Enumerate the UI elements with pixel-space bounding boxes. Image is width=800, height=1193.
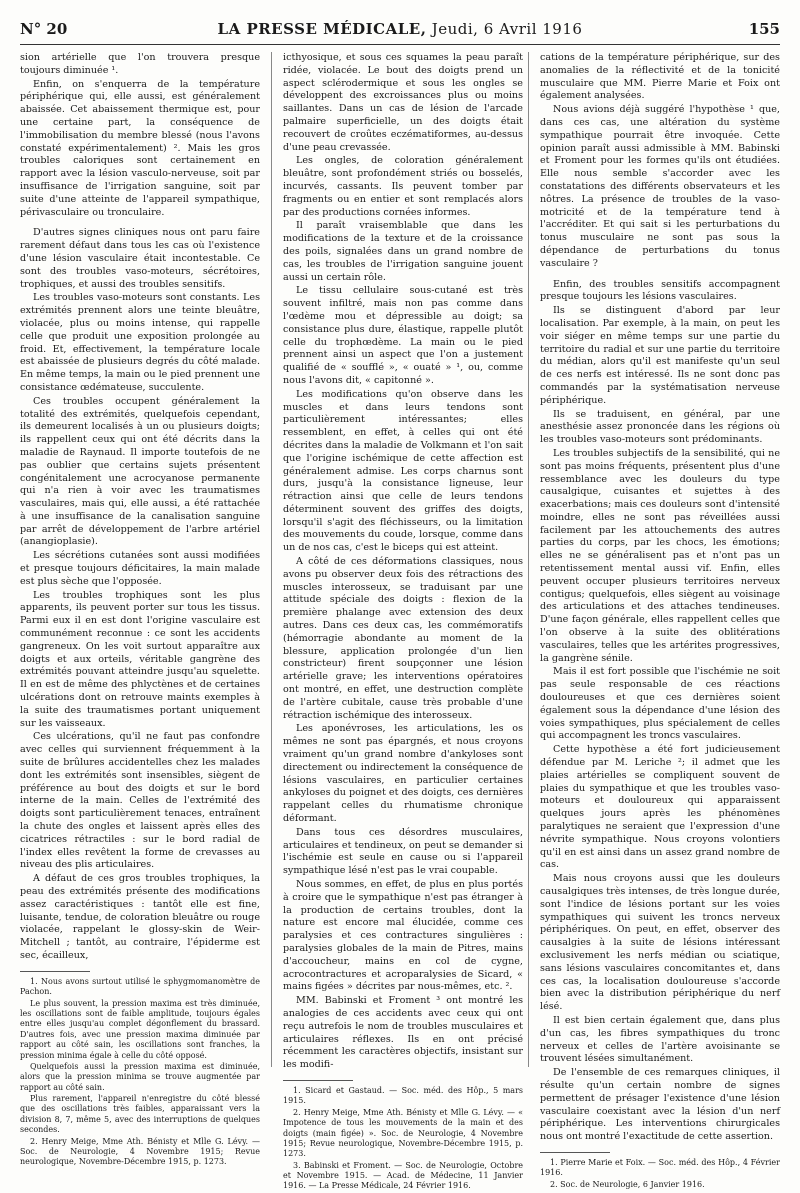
paragraph: MM. Babinski et Froment ³ ont montré les analogies de ces accidents avec ceux qui ont reçu autrefois le nom de troubles musculaires et articulaires réflexes. Ils en ont précisé récemment les caractères objectifs, insistant sur les modifi- xyxy=(283,995,523,1071)
column-3 xyxy=(540,52,780,1191)
paragraph: Cette hypothèse a été fort judicieusement défendue par M. Leriche ²; il admet que les plaies artérielles se compliquent souvent de plaies du sympathique et que les troubles vaso-moteurs et douloureux qui apparaissent quelques jours après les phénomènes paralytiques ne seraient que l'expression d'une névrite sympathique. Nous croyons volontiers qu'il en est ainsi dans un assez grand nombre de cas. xyxy=(540,744,780,871)
footnote: 1. Sicard et Gastaud. — Soc. méd. des Hôp., 5 mars 1915. xyxy=(283,1085,523,1106)
footnote: 3. Babinski et Froment. — Soc. de Neurologie, Octobre et Novembre 1915. — Acad. de Médecine, 11 Janvier 1916. — La Presse Médicale, 24 Février 1916. xyxy=(283,1160,523,1191)
paragraph: Enfin, des troubles sensitifs accompagnent presque toujours les lésions vasculaires. xyxy=(540,278,780,303)
footnote: 1. Pierre Marie et Foix. — Soc. méd. des Hôp., 4 Février 1916. xyxy=(540,1157,780,1178)
footnote: 2. Henry Meige, Mme Ath. Bénisty et Mlle G. Lévy. — Soc. de Neurologie, 4 Novembre 1915; Revue neurologique, Novembre-Décembre 1915, p. 1273. xyxy=(20,1136,260,1167)
footnote-rule xyxy=(20,971,90,972)
footnote-rule xyxy=(283,1080,353,1081)
journal-title: LA PRESSE MÉDICALE, xyxy=(217,20,427,38)
paragraph: icthyosique, et sous ces squames la peau paraît ridée, violacée. Le bout des doigts prend un aspect sclérodermique et sous les ongles se développent des excroissances plus ou moins saillantes. Dans un cas de lésion de l'arcade palmaire superficielle, un des doigts était recouvert de croûtes eczématiformes, au-dessus d'une peau crevassée. xyxy=(283,52,523,153)
footnote-rule xyxy=(540,1152,610,1153)
paragraph: Les troubles trophiques sont les plus apparents, ils peuvent porter sur tous les tissus. Parmi eux il en est dont l'origine vasculaire est communément reconnue : ce sont les accidents gangreneux. On les voit surtout apparaître aux doigts et aux orteils, véritable gangrène des extrémités pouvant atteindre jusqu'au squelette. Il en est de même des phlyctènes et de certaines ulcérations dont on retrouve maints exemples à la suite des traumatismes portant uniquement sur les vaisseaux. xyxy=(20,589,260,729)
paragraph: A défaut de ces gros troubles trophiques, la peau des extrémités présente des modifications assez caractéristiques : tantôt elle est fine, luisante, tendue, de coloration bleuâtre ou rouge violacée, rappelant le glossy-skin de Weir-Mitchell ; tantôt, au contraire, l'épiderme est sec, écailleux, xyxy=(20,873,260,961)
column-divider-2 xyxy=(528,52,529,1067)
footnote: 1. Nous avons surtout utilisé le sphygmomanomètre de Pachon. xyxy=(20,976,260,997)
paragraph: Nous avions déjà suggéré l'hypothèse ¹ que, dans ces cas, une altération du système sympathique pourrait être invoquée. Cette opinion paraît aussi admissible à MM. Babinski et Froment pour les formes qu'ils ont étudiées. Elle nous semble s'accorder avec les constatations des différents observateurs et les nôtres. La présence de troubles de la vaso-motricité et de la température tend à l'accréditer. Et qui sait si les perturbations du tonus musculaire ne sont pas sous la dépendance de perturbations du tonus vasculaire ? xyxy=(540,104,780,269)
issue-number: N° 20 xyxy=(20,20,68,38)
footnote: Plus rarement, l'appareil n'enregistre du côté blessé que des oscillations très faibles, apparaissant vers la division 8, 7, même 5, avec des interruptions de quelques secondes. xyxy=(20,1094,260,1135)
paragraph: Les troubles subjectifs de la sensibilité, qui ne sont pas moins fréquents, présentent plus d'une ressemblance avec les douleurs du type causalgique, cuisantes et sujettes à des exacerbations; mais ces douleurs sont d'intensité moindre, elles ne sont pas réveillées aussi facilement par les attouchements des autres parties du corps, par les chocs, les émotions; elles ne se généralisent pas et n'ont pas un retentissement mental aussi vif. Enfin, elles peuvent occuper plusieurs territoires nerveux contigus; quelquefois, elles siègent au voisinage des articulations et des attaches tendineuses. D'une façon générale, elles rappellent celles que l'on observe à la suite des oblitérations vasculaires, telles que les artérites progressives, la gangrène sénile. xyxy=(540,447,780,664)
paragraph: Ces troubles occupent généralement la totalité des extrémités, quelquefois cependant, ils demeurent localisés à un ou plusieurs doigts; ils rappellent ceux qui ont été décrits dans la maladie de Raynaud. Il importe toutefois de ne pas oublier que certains sujets présentent congénitalement une acrocyanose permanente qui n'a rien à voir avec les traumatismes vasculaires, mais qui, elle aussi, a été rattachée à une insuffisance de la canalisation sanguine par arrêt de développement de l'arbre artériel (anangioplasie). xyxy=(20,395,260,548)
footnote: Le plus souvent, la pression maxima est très diminuée, les oscillations sont de faible amplitude, toujours égales entre elles jusqu'au complet dégonflement du brassard. D'autres fois, avec une pression maxima diminuée par rapport au côté sain, les oscillations sont franches, la pression minima égale à celle du côté opposé. xyxy=(20,998,260,1060)
paragraph: Les aponévroses, les articulations, les os mêmes ne sont pas épargnés, et nous croyons vraiment qu'un grand nombre d'ankyloses sont directement ou indirectement la conséquence de lésions vasculaires, en particulier certaines ankyloses du poignet et des doigts, ces dernières rappelant celles du rhumatisme chronique déformant. xyxy=(283,723,523,825)
paragraph: Le tissu cellulaire sous-cutané est très souvent infiltré, mais non pas comme dans l'œdème mou et dépressible au doigt; sa consistance plus dure, élastique, rappelle plutôt celle du trophœdème. La main ou le pied prennent ainsi un aspect que l'on a justement qualifié de « soufflé », « ouaté » ¹, ou, comme nous l'avons dit, « capitonné ». xyxy=(283,285,523,386)
paragraph: Dans tous ces désordres musculaires, articulaires et tendineux, on peut se demander si l'ischémie est seule en cause ou si l'appareil sympathique lésé n'est pas le vrai coupable. xyxy=(283,826,523,877)
column-2 xyxy=(283,52,523,1193)
footnote: 2. Henry Meige, Mme Ath. Bénisty et Mlle G. Lévy. — « Impotence de tous les mouvements de la main et des doigts (main figée) ». Soc. de Neurologie, 4 Novembre 1915; Revue neurologique, Novembre-Décembre 1915, p. 1273. xyxy=(283,1107,523,1159)
column-divider-1 xyxy=(271,52,272,1067)
paragraph: De l'ensemble de ces remarques cliniques, il résulte qu'un certain nombre de signes permettent de présager l'existence d'une lésion vasculaire coexistant avec la lésion d'un nerf périphérique. Les interventions chirurgicales nous ont montré l'exactitude de cette assertion. xyxy=(540,1067,780,1143)
column-1 xyxy=(20,52,260,1169)
journal-masthead xyxy=(20,20,780,38)
paragraph: Les troubles vaso-moteurs sont constants. Les extrémités prennent alors une teinte bleuâtre, violacée, plus ou moins intense, qui rappelle celle que produit une exposition prolongée au froid. Et, effectivement, la température locale est abaissée de plusieurs degrés du côté malade. En même temps, la main ou le pied prennent une consistance œdémateuse, succulente. xyxy=(20,292,261,393)
paragraph: cations de la température périphérique, sur des anomalies de la réflectivité et de la tonicité musculaire que MM. Pierre Marie et Foix ont également analysées. xyxy=(540,52,780,102)
paragraph: Les ongles, de coloration généralement bleuâtre, sont profondément striés ou bosselés, incurvés, cassants. Ils peuvent tomber par fragments ou en entier et sont remplacés alors par des productions cornées informes. xyxy=(283,155,523,218)
header-rule xyxy=(20,44,780,45)
paragraph: Ces ulcérations, qu'il ne faut pas confondre avec celles qui surviennent fréquemment à la suite de brûlures accidentelles chez les malades dont les extrémités sont insensibles, siègent de préférence au bout des doigts et sur le bord interne de la main. Celles de l'extrémité des doigts sont particulièrement tenaces, entraînent la chute des ongles et laissent après elles des cicatrices rétractiles : sur le bord radial de l'index elles revêtent la forme de crevasses au niveau des plis articulaires. xyxy=(20,731,260,871)
paragraph: A côté de ces déformations classiques, nous avons pu observer deux fois des rétractions des muscles interosseux, se traduisant par une attitude spéciale des doigts : flexion de la première phalange avec extension des deux autres. Dans ces deux cas, les commémoratifs (hémorragie abondante au moment de la blessure, application prolongée d'un lien constricteur) firent soupçonner une lésion artérielle grave; les interventions opératoires ont montré, en effet, une destruction complète de l'artère cubitale, cause très probable d'une rétraction ischémique des interosseux. xyxy=(283,556,523,721)
paragraph: Il paraît vraisemblable que dans les modifications de la texture et de la croissance des poils, signalées dans un grand nombre de cas, les troubles de l'irrigation sanguine jouent aussi un certain rôle. xyxy=(283,220,523,283)
paragraph: sion artérielle que l'on trouvera presque toujours diminuée ¹. xyxy=(20,52,260,76)
footnote: 2. Soc. de Neurologie, 6 Janvier 1916. xyxy=(550,1179,705,1189)
paragraph: Ils se traduisent, en général, par une anesthésie assez prononcée dans les régions où les troubles vaso-moteurs sont prédominants. xyxy=(540,408,780,446)
paragraph: Les sécrétions cutanées sont aussi modifiées et presque toujours déficitaires, la main malade est plus sèche que l'opposée. xyxy=(20,550,260,587)
paragraph: Mais il est fort possible que l'ischémie ne soit pas seule responsable de ces réactions douloureuses et que ces dernières soient également sous la dépendance d'une lésion des voies sympathiques, plus spécialement de celles qui accompagnent les troncs vasculaires. xyxy=(540,666,780,742)
page-header xyxy=(20,20,780,42)
paragraph: Les modifications qu'on observe dans les muscles et dans leurs tendons sont particulièrement intéressantes; elles ressemblent, en effet, à celles qui ont été décrites dans la maladie de Volkmann et l'on sait que l'origine ischémique de cette affection est généralement admise. Les corps charnus sont durs, jusqu'à la consistance ligneuse, leur rétraction ainsi que celle de leurs tendons déterminent souvent des griffes des doigts, lorsqu'il s'agit des fléchisseurs, ou la limitation des mouvements du coude, lorsque, comme dans un de nos cas, c'est le biceps qui est atteint. xyxy=(283,388,523,554)
paragraph: Mais nous croyons aussi que les douleurs causalgiques très intenses, de très longue durée, sont l'indice de lésions portant sur les voies sympathiques qui suivent les troncs nerveux périphériques. On peut, en effet, observer des causalgies à la suite de lésions intéressant exclusivement les nerfs médian ou sciatique, sans lésions vasculaires concomitantes et, dans ces cas, la localisation douloureuse s'accorde bien avec la distribution périphérique du nerf lésé. xyxy=(540,873,780,1013)
issue-date: Jeudi, 6 Avril 1916 xyxy=(431,20,583,38)
paragraph: Nous sommes, en effet, de plus en plus portés à croire que le sympathique n'est pas étranger à la production de certains troubles, dont la nature est encore mal élucidée, comme ces paralysies et ces contractures singulières : paralysies globales de la main de Pitres, mains d'accoucheur, mains en col de cygne, acrocontractures et acroparalysies de Sicard, « mains figées » décrites par nous-mêmes, etc. ². xyxy=(283,879,523,993)
paragraph: Il est bien certain également que, dans plus d'un cas, les fibres sympathiques du tronc nerveux et celles de l'artère avoisinante se trouvent lésées simultanément. xyxy=(540,1014,780,1065)
paragraph: D'autres signes cliniques nous ont paru faire rarement défaut dans tous les cas où l'existence d'une lésion vasculaire était incontestable. Ce sont des troubles vaso-moteurs, sécrétoires, trophiques, et aussi des troubles sensitifs. xyxy=(20,227,260,290)
paragraph: Ils se distinguent d'abord par leur localisation. Par exemple, à la main, on peut les voir siéger en même temps sur une partie du territoire du radial et sur une partie du territoire du médian, alors qu'il est manifeste qu'un seul de ces nerfs est intéressé. Ils ne sont donc pas commandés par la systématisation nerveuse périphérique. xyxy=(540,305,780,406)
paragraph: Enfin, on s'enquerra de la température périphérique qui, elle aussi, est généralement abaissée. Cet abaissement thermique est, pour une certaine part, la conséquence de l'immobilisation du membre blessé (nous l'avons constaté expérimentalement) ². Mais les gros troubles caloriques sont certainement en rapport avec la lésion vasculo-nerveuse, soit par insuffisance de l'irrigation sanguine, soit par suite d'une atteinte de l'appareil sympathique, périvasculaire ou tronculaire. xyxy=(20,78,260,218)
page-number: 155 xyxy=(748,20,780,38)
footnote: Quelquefois aussi la pression maxima est diminuée, alors que la pression minima se trouve augmentée par rapport au côté sain. xyxy=(20,1061,260,1092)
